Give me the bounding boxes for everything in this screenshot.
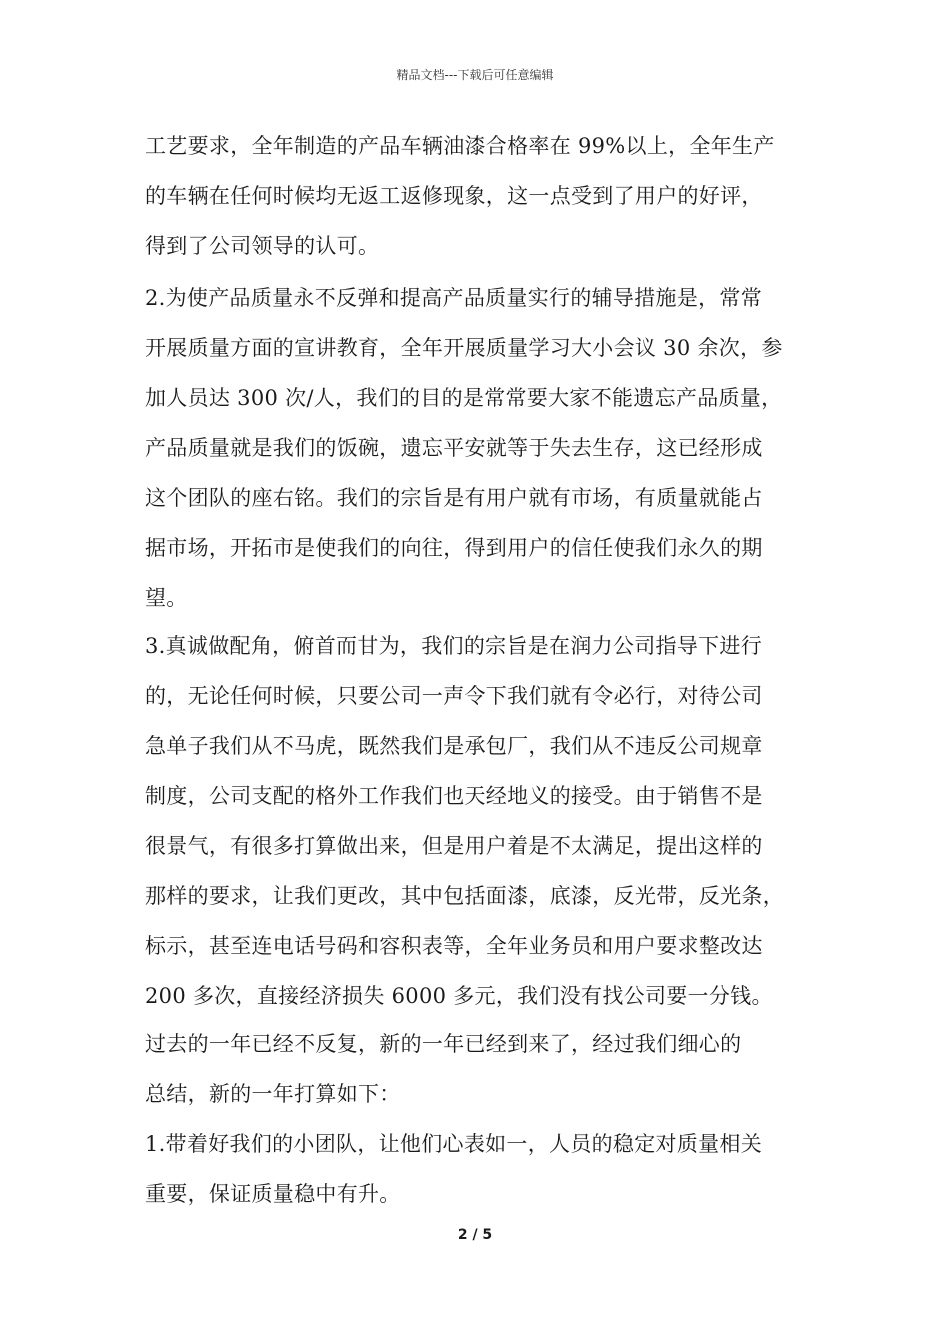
body-line: 急单子我们从不马虎，既然我们是承包厂，我们从不违反公司规章: [145, 734, 763, 758]
body-line: 制度，公司支配的格外工作我们也天经地义的接受。由于销售不是: [145, 784, 763, 808]
body-line: 200 多次，直接经济损失 6000 多元，我们没有找公司要一分钱。: [145, 984, 773, 1008]
page-header: 精品文档---下载后可任意编辑: [396, 68, 554, 82]
body-line: 很景气，有很多打算做出来，但是用户着是不太满足，提出这样的: [145, 834, 763, 858]
body-line: 望。: [145, 586, 188, 610]
body-line: 2.为使产品质量永不反弹和提高产品质量实行的辅导措施是，常常: [145, 286, 763, 310]
body-line: 开展质量方面的宣讲教育，全年开展质量学习大小会议 30 余次，参: [145, 336, 783, 360]
body-line: 过去的一年已经不反复，新的一年已经到来了，经过我们细心的: [145, 1032, 742, 1056]
body-line: 工艺要求，全年制造的产品车辆油漆合格率在 99%以上，全年生产: [145, 134, 775, 158]
body-line: 加人员达 300 次/人，我们的目的是常常要大家不能遗忘产品质量，: [145, 386, 783, 410]
body-line: 标示，甚至连电话号码和容积表等，全年业务员和用户要求整改达: [145, 934, 763, 958]
body-line: 的，无论任何时候，只要公司一声令下我们就有令必行，对待公司: [145, 684, 763, 708]
body-line: 3.真诚做配角，俯首而甘为，我们的宗旨是在润力公司指导下进行: [145, 634, 763, 658]
body-line: 的车辆在任何时候均无返工返修现象，这一点受到了用户的好评，: [145, 184, 763, 208]
body-line: 1.带着好我们的小团队，让他们心表如一，人员的稳定对质量相关: [145, 1132, 763, 1156]
body-line: 据市场，开拓市是使我们的向往，得到用户的信任使我们永久的期: [145, 536, 763, 560]
body-line: 重要，保证质量稳中有升。: [145, 1182, 401, 1206]
body-line: 总结，新的一年打算如下：: [145, 1082, 401, 1106]
body-line: 那样的要求，让我们更改，其中包括面漆，底漆，反光带，反光条，: [145, 884, 784, 908]
body-line: 产品质量就是我们的饭碗，遗忘平安就等于失去生存，这已经形成: [145, 436, 763, 460]
body-line: 这个团队的座右铭。我们的宗旨是有用户就有市场，有质量就能占: [145, 486, 763, 510]
page-number: 2 / 5: [457, 1227, 493, 1243]
body-line: 得到了公司领导的认可。: [145, 234, 380, 258]
